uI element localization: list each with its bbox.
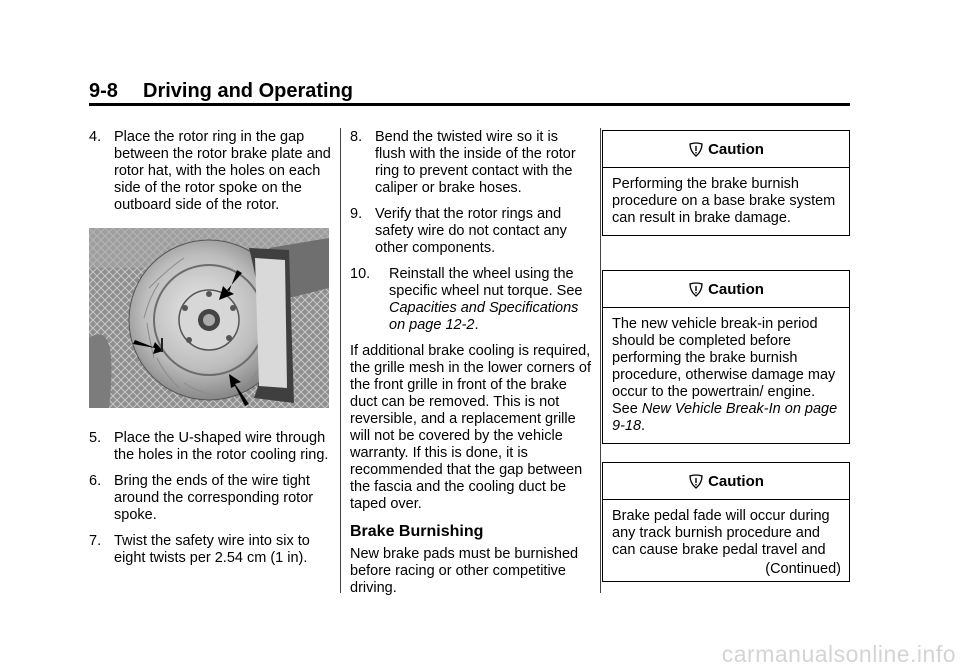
step-4 [89, 129, 331, 214]
column-1 [89, 129, 331, 223]
caution-text: Performing the brake burnish procedure on a base brake system can result in brake damage. [612, 176, 836, 226]
caution-text: Brake pedal fade will occur during any track burnish procedure and can cause brake pedal travel and [612, 508, 830, 558]
section-number: 9-8 [89, 80, 118, 102]
caution-icon [688, 281, 704, 297]
step-number: 7. [89, 533, 102, 549]
burnish-paragraph: New brake pads must be burnished before racing or other competitive driving. [350, 546, 579, 596]
cross-reference-link[interactable]: New Vehicle Break-In on page 9-18 [612, 401, 838, 434]
subheading: Brake Burnishing [350, 523, 484, 540]
step-5 [89, 430, 331, 464]
continued-label: (Continued) [765, 561, 841, 577]
step-number: 5. [89, 430, 102, 446]
watermark: carmanualsonline.info [721, 641, 956, 667]
step-number: 8. [350, 129, 363, 145]
page-header [89, 80, 353, 103]
step-text: Place the rotor ring in the gap between the rotor brake plate and rotor hat, with the holes on each side of the rotor spoke on the outboard side of the rotor. [114, 129, 331, 213]
step-text: Twist the safety wire into six to eight twists per 2.54 cm (1 in). [114, 533, 310, 566]
step-6 [89, 473, 331, 524]
column-divider [340, 128, 341, 593]
step-text: Verify that the rotor rings and safety wire do not contact any other components. [375, 206, 567, 256]
caution-text-end: . [641, 418, 646, 434]
caution-box [602, 130, 850, 236]
caution-title: Caution [708, 472, 764, 490]
column-divider [600, 128, 601, 593]
caution-box [602, 270, 850, 444]
step-text: Place the U-shaped wire through the holes in the rotor cooling ring. [114, 430, 329, 463]
cooling-paragraph: If additional brake cooling is required, the grille mesh in the lower corners of the front grille in front of the brake duct can be removed. This is not reversible, and a replacement grille will not be covered by the vehicle warranty. If this is done, it is recommended that the gap between the fascia and the cooling duct be taped over. [350, 343, 591, 512]
caution-text [603, 308, 849, 443]
step-number: 6. [89, 473, 102, 489]
step-9 [350, 206, 592, 257]
step-text: Bring the ends of the wire tight around the corresponding rotor spoke. [114, 473, 314, 523]
column-2 [350, 129, 592, 597]
step-text: Bend the twisted wire so it is flush with the inside of the rotor ring to prevent contact with the caliper or brake hoses. [375, 129, 576, 196]
cross-reference-link[interactable]: Capacities and Specifications on page 12-2 [389, 300, 579, 333]
section-title: Driving and Operating [143, 80, 354, 102]
caution-header [603, 131, 849, 168]
step-number: 9. [350, 206, 363, 222]
caution-text-part: The new vehicle break-in period should be completed before performing the brake burnish procedure, otherwise damage may occur to the powertrain/ engine. See [612, 316, 836, 417]
caution-icon [688, 141, 704, 157]
caution-header [603, 271, 849, 308]
step-8 [350, 129, 592, 197]
caution-title: Caution [708, 280, 764, 298]
header-rule [89, 103, 850, 106]
column-1-lower [89, 430, 331, 576]
step-10 [350, 266, 592, 334]
caution-title: Caution [708, 140, 764, 158]
caution-box [602, 462, 850, 582]
brake-rotor-photo [89, 228, 329, 408]
step-text-end: . [474, 317, 479, 333]
step-7 [89, 533, 331, 567]
step-text: Reinstall the wheel using the specific wheel nut torque. See [389, 266, 583, 299]
caution-header [603, 463, 849, 500]
step-number: 4. [89, 129, 102, 145]
caution-icon [688, 473, 704, 489]
step-number: 10. [350, 266, 371, 282]
